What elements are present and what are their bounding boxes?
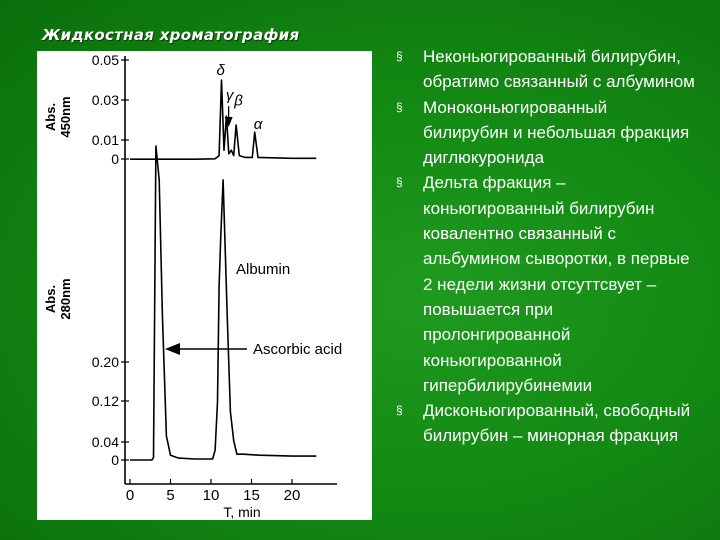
chromatogram-figure [37,51,372,520]
peak-label: γ [225,87,234,105]
bottom-y-tick-label: 0 [111,452,119,468]
x-tick-label: 15 [243,487,260,504]
bullet-item [396,398,696,449]
chromatogram-svg [37,51,372,520]
x-tick-label: 0 [125,487,135,504]
top-y-tick-label: 0.03 [91,92,119,108]
slide-title: Жидкостная хроматография [42,26,300,44]
peak-label: δ [216,62,225,79]
ascorbic-arrow-head [165,343,180,355]
bullet-item [396,95,696,171]
top-chromatogram-trace [130,80,316,159]
bottom-chromatogram-trace [130,146,316,460]
ascorbic-acid-label: Ascorbic acid [253,341,343,358]
bullet-marker-icon: § [396,99,403,114]
albumin-label: Albumin [236,261,291,278]
bullet-text: Моноконьюгированный билирубин и небольшая фракция диглюкуронида [423,97,690,168]
bottom-y-tick-label: 0.04 [91,434,119,450]
bullet-marker-icon: § [396,175,403,190]
bullet-item [396,170,696,398]
x-tick-label: 20 [283,487,301,504]
top-y-tick-label: 0.01 [91,132,119,148]
bottom-y-tick-label: 0.12 [91,393,119,409]
bullet-marker-icon: § [396,403,403,418]
top-y-tick-label: 0.05 [91,52,119,68]
bullet-marker-icon: § [396,49,403,63]
bottom-y-tick-label: 0.20 [91,354,119,370]
bullet-item [396,44,696,95]
peak-label: α [253,116,263,133]
peak-label: β [234,92,243,110]
x-tick-label: 10 [202,487,220,504]
top-y-axis-label: Abs.450nm [43,96,73,138]
bullet-text: Дисконьюгированный, свободный билирубин – минорная фракция [423,401,691,446]
bullet-text: Дельта фракция – коньюгированный билирубин ковалентно связанный с альбумином сыворотки, в первые 2 недели жизни отсуттсвует – повышается при пролонгированной коньюгированной гипербилирубинемии [423,173,690,395]
x-axis-label: T, min [223,504,261,520]
bullet-text: Неконьюгированный билирубин, обратимо связанный с албумином [423,47,695,92]
bullet-list [396,44,696,449]
top-y-tick-label: 0 [111,151,119,167]
x-tick-label: 5 [166,487,175,504]
bottom-y-axis-label: Abs.280nm [43,278,73,320]
